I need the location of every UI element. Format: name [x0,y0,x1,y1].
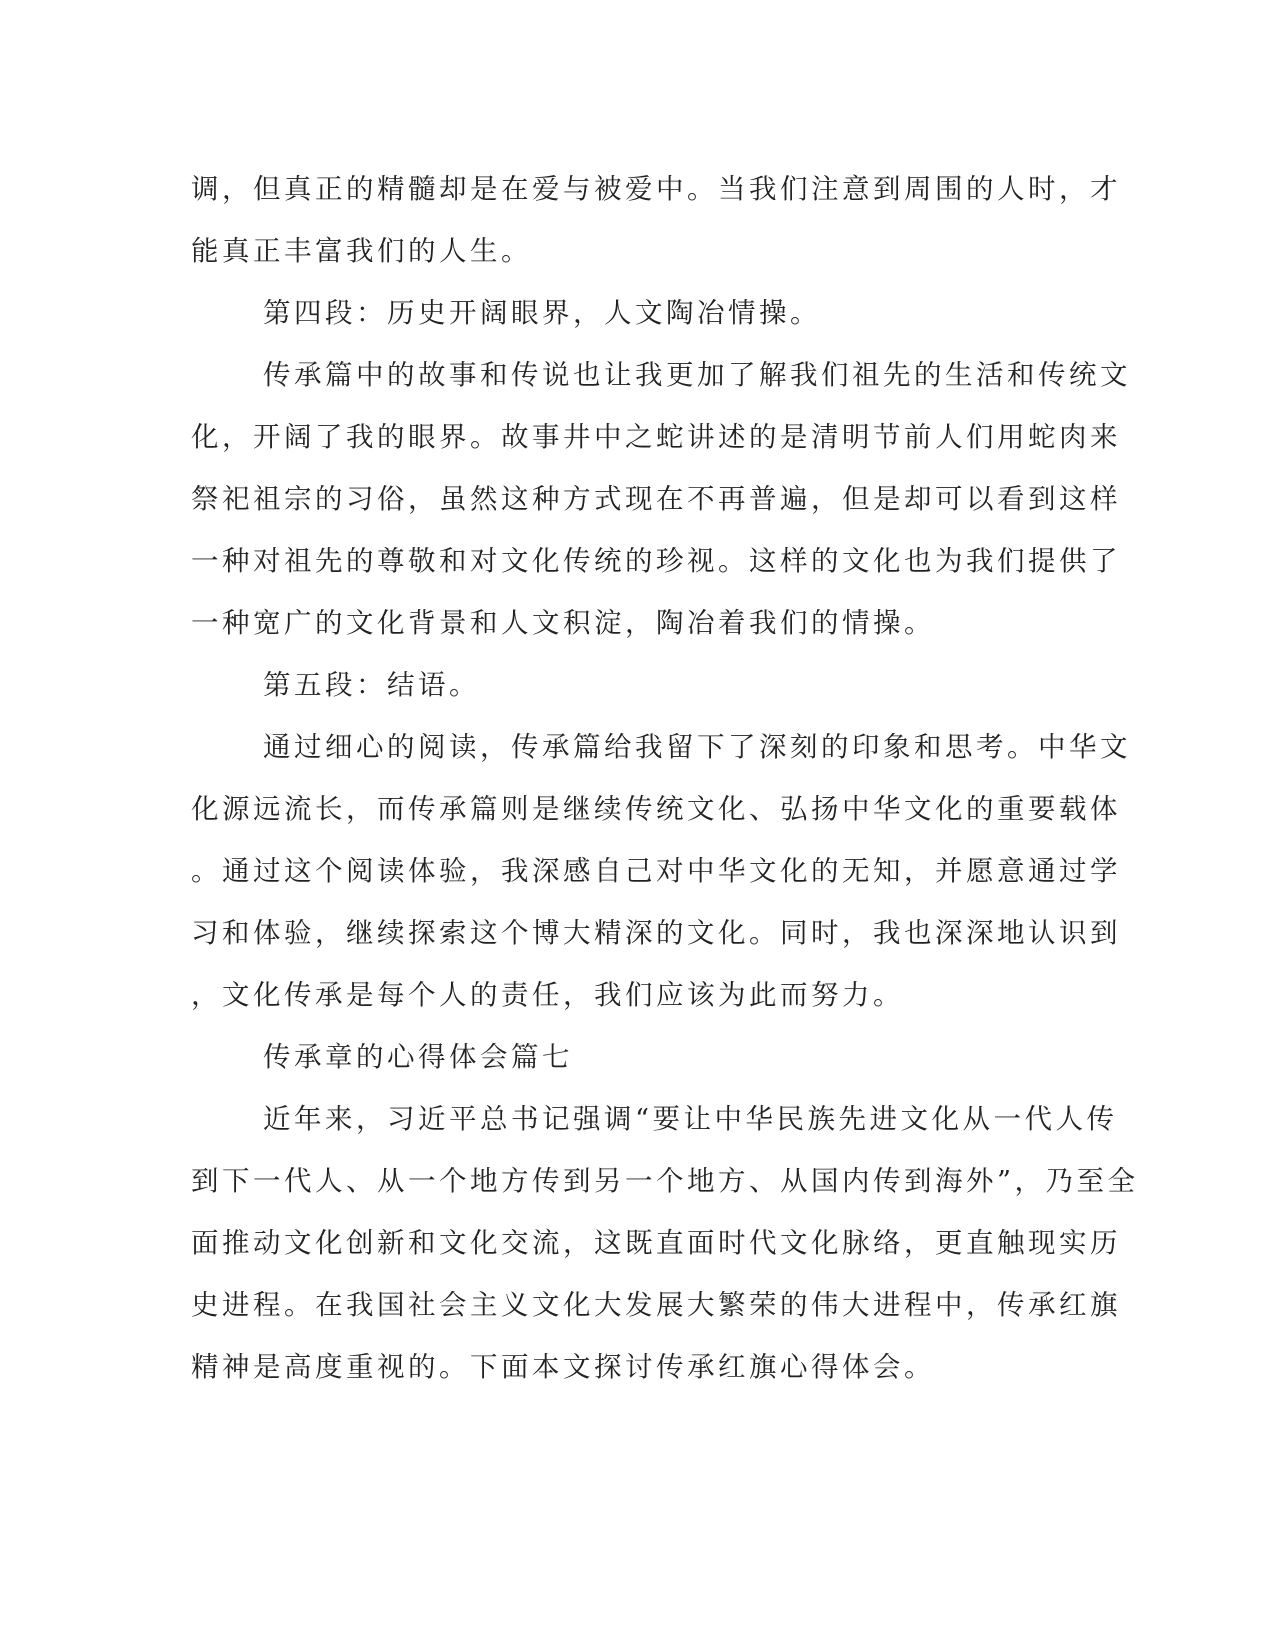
paragraph-start: 传承篇中的故事和传说也让我更加了解我们祖先的生活和传统文 [263,359,1131,391]
text-line: 一种宽广的文化背景和人文积淀，陶冶着我们的情操。 [191,607,935,639]
paragraph-start: 通过细心的阅读，传承篇给我留下了深刻的印象和思考。中华文 [263,731,1131,763]
paragraph-start: 近年来，习近平总书记强调“要让中华民族先进文化从一代人传 [263,1103,1118,1135]
text-line: 祭祀祖宗的习俗，虽然这种方式现在不再普遍，但是却可以看到这样 [191,483,1121,515]
text-line: 精神是高度重视的。下面本文探讨传承红旗心得体会。 [191,1351,935,1383]
text-line: 一种对祖先的尊敬和对文化传统的珍视。这样的文化也为我们提供了 [191,545,1121,577]
text-line: 调，但真正的精髓却是在爱与被爱中。当我们注意到周围的人时，才 [191,173,1121,205]
text-line: 能真正丰富我们的人生。 [191,235,532,267]
text-line: 史进程。在我国社会主义文化大发展大繁荣的伟大进程中，传承红旗 [191,1289,1121,1321]
text-line: 面推动文化创新和文化交流，这既直面时代文化脉络，更直触现实历 [191,1227,1121,1259]
text-line: 到下一代人、从一个地方传到另一个地方、从国内传到海外”，乃至全 [191,1165,1139,1197]
body-text [191,158,1139,1398]
text-line: ，文化传承是每个人的责任，我们应该为此而努力。 [191,979,904,1011]
section-heading: 第四段：历史开阔眼界，人文陶冶情操。 [263,297,821,329]
text-line: 化，开阔了我的眼界。故事井中之蛇讲述的是清明节前人们用蛇肉来 [191,421,1121,453]
text-line: 。通过这个阅读体验，我深感自己对中华文化的无知，并愿意通过学 [191,855,1121,887]
text-line: 习和体验，继续探索这个博大精深的文化。同时，我也深深地认识到 [191,917,1121,949]
text-line: 化源远流长，而传承篇则是继续传统文化、弘扬中华文化的重要载体 [191,793,1121,825]
article-title: 传承章的心得体会篇七 [263,1041,573,1073]
section-heading: 第五段：结语。 [263,669,480,701]
